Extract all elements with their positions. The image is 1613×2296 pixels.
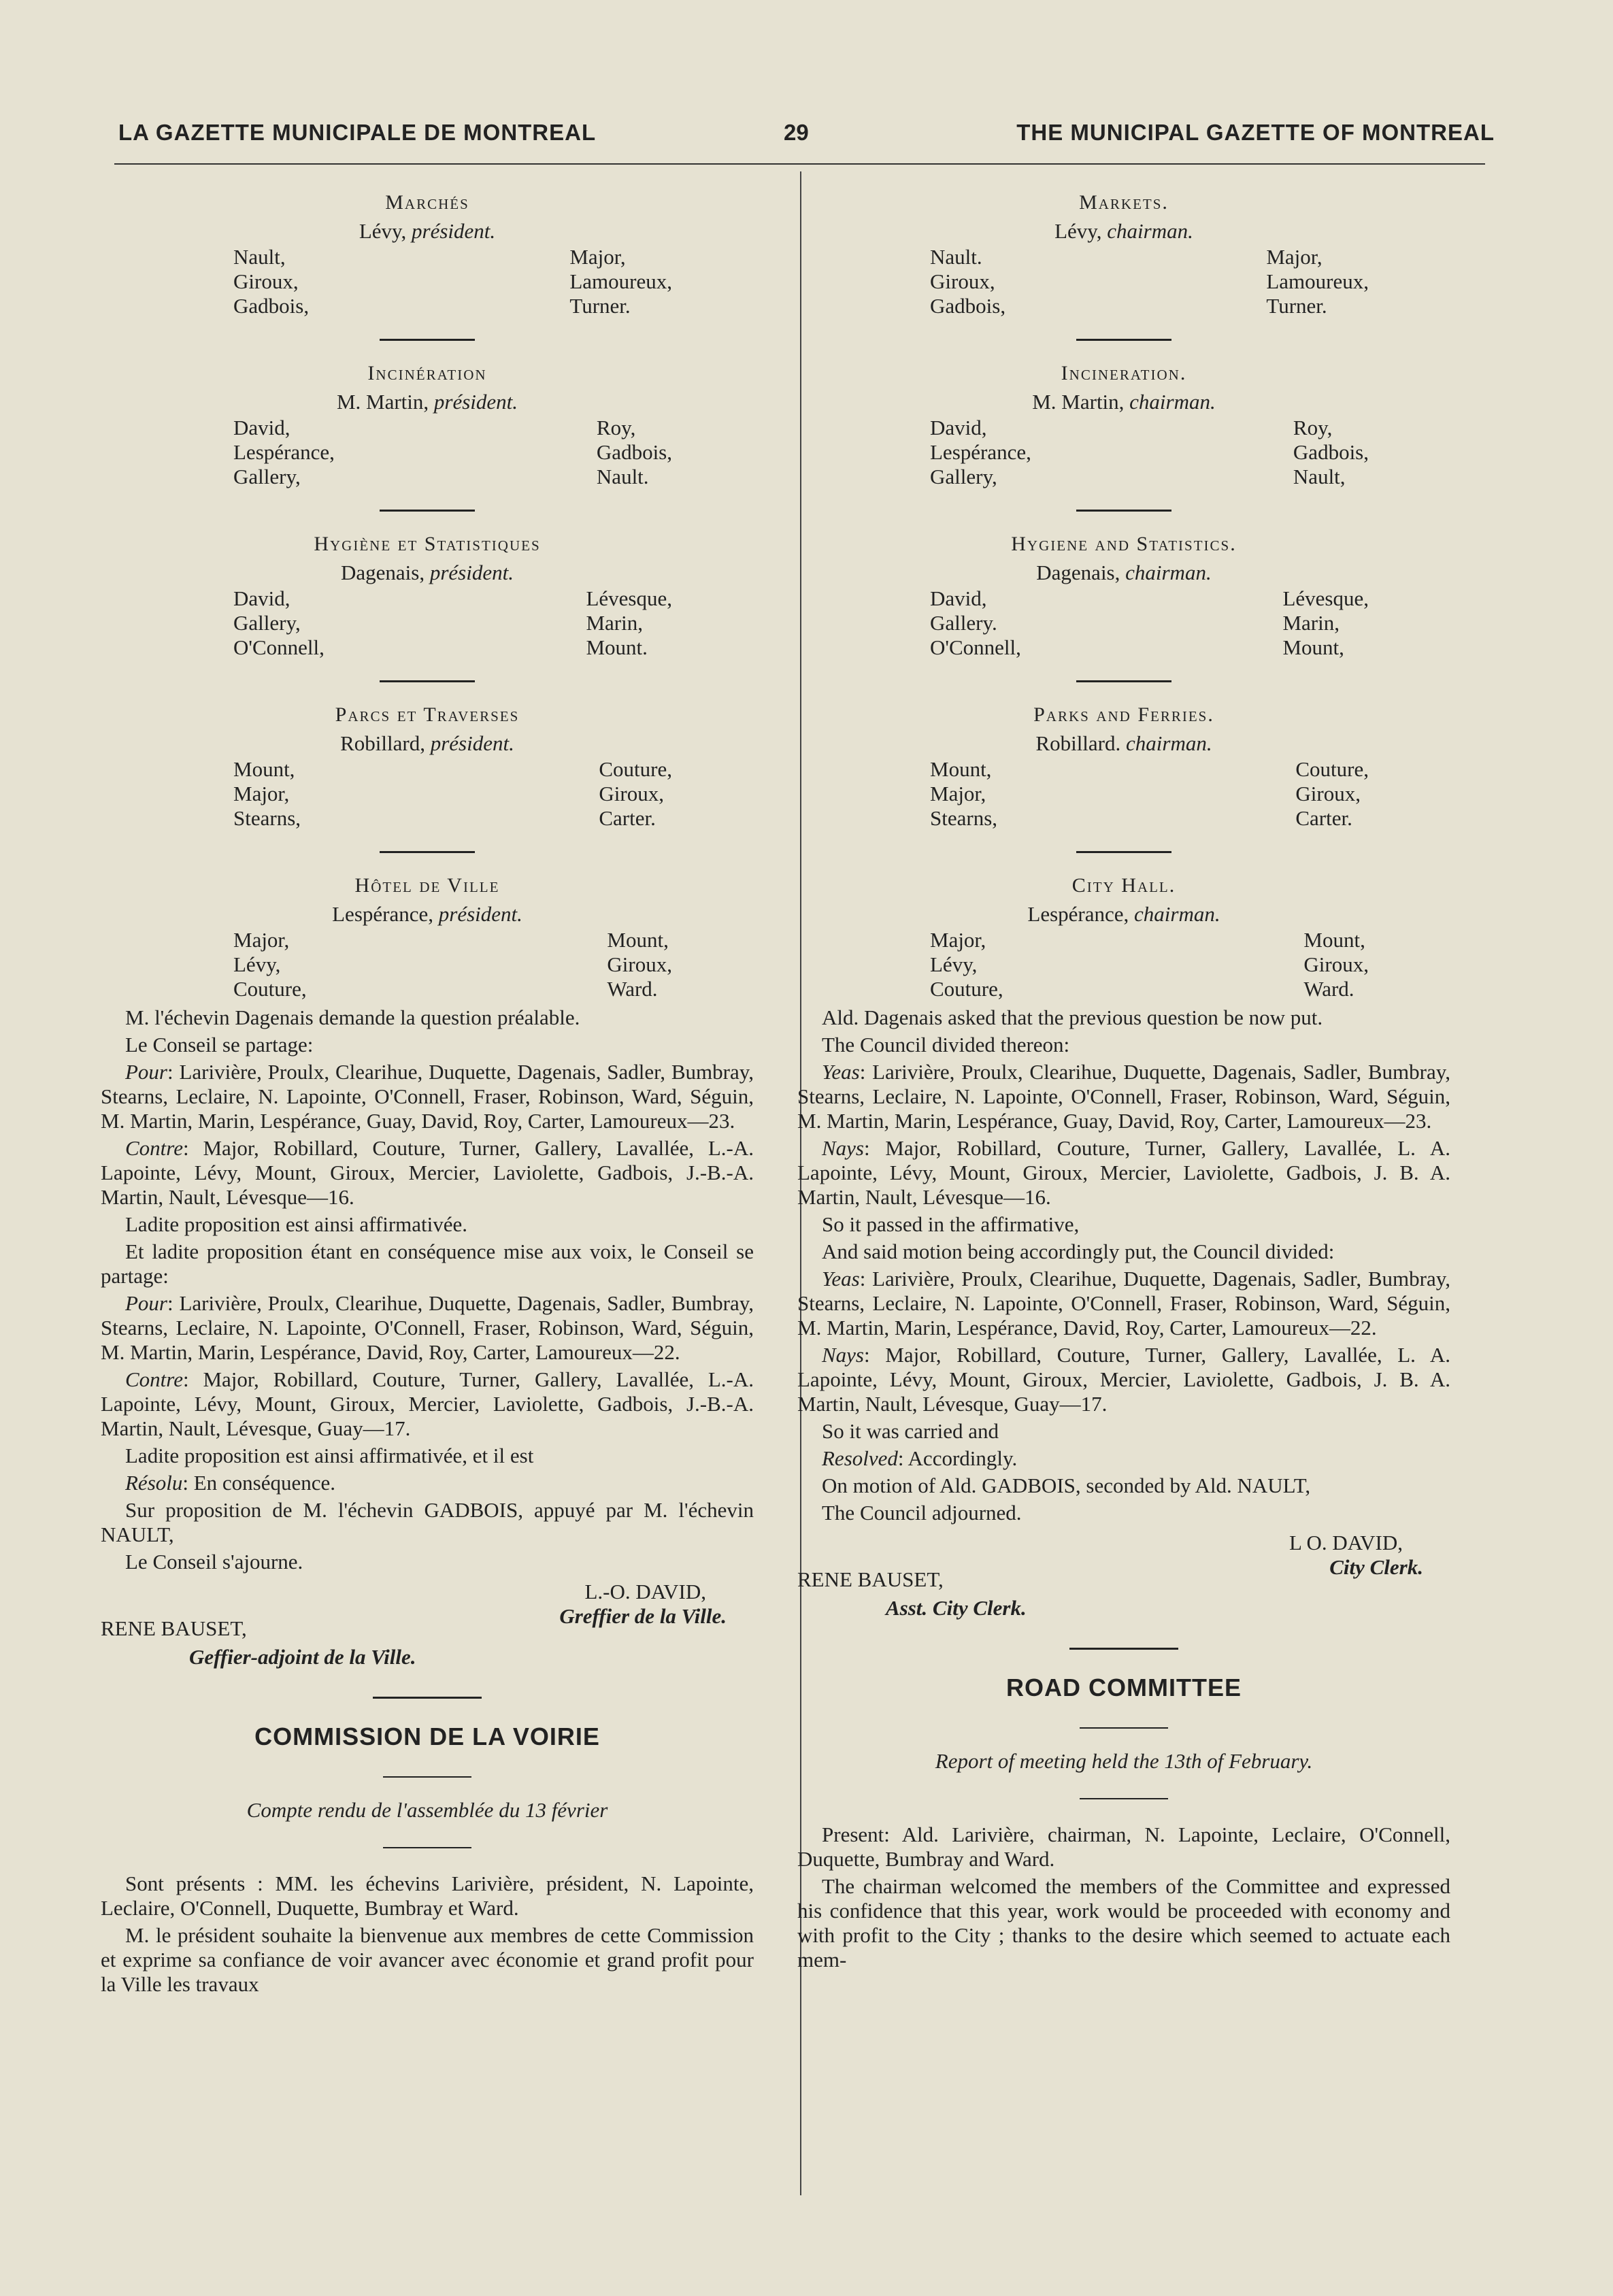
committee-section [797, 703, 1450, 831]
vote-paragraph [797, 1136, 1450, 1210]
page-number: 29 [784, 120, 809, 145]
committee-section [797, 361, 1450, 489]
chair-role: chairman. [1107, 219, 1193, 243]
chair-name: Lévy, [1054, 219, 1102, 243]
committee-section [101, 361, 754, 489]
member: Turner. [569, 294, 631, 318]
french-column [101, 184, 754, 1999]
section-divider [1076, 510, 1171, 512]
member: Giroux, [233, 269, 299, 293]
vote-list: : Major, Robillard, Couture, Turner, Gallery, Lavallée, L.-A. Lapointe, Lévy, Mount, Giroux, Mercier, Laviolette, Gadbois, J.-B.-A. Martin, Nault, Lévesque, Guay—17. [101, 1367, 754, 1440]
vote-paragraph [101, 1136, 754, 1210]
member: Major, [1266, 245, 1323, 269]
member: David, [233, 586, 290, 610]
vote-label: Contre [125, 1367, 183, 1391]
section-divider [380, 339, 475, 341]
member: David, [930, 416, 987, 439]
committee-sections [797, 190, 1450, 1001]
member: Lévy, [930, 952, 978, 976]
resolution-label: Résolu [125, 1471, 183, 1495]
member: Giroux, [1303, 952, 1369, 976]
section-divider [380, 510, 475, 512]
committee-section [797, 532, 1450, 660]
section-divider [380, 680, 475, 682]
member: O'Connell, [233, 635, 325, 659]
committee-title: Hôtel de Ville [354, 874, 500, 897]
section-heading: COMMISSION DE LA VOIRIE [254, 1723, 600, 1750]
member: Lamoureux, [569, 269, 672, 293]
vote-list: : Larivière, Proulx, Clearihue, Duquette, Dagenais, Sadler, Bumbray, Stearns, Leclaire, N. Lapointe, O'Connell, Fraser, Robinson, Ward, Séguin, M. Martin, Marin, Lespérance, David, Roy, Carter, Lamoureux—22. [797, 1267, 1450, 1340]
paragraph: Ladite proposition est ainsi affirmativée, et il est [125, 1444, 534, 1467]
section-divider [1080, 1727, 1168, 1729]
member: David, [233, 416, 290, 439]
section-divider [1076, 851, 1171, 853]
resolution-text: : Accordingly. [897, 1446, 1018, 1470]
committee-chair [101, 561, 754, 585]
vote-paragraph [101, 1367, 754, 1441]
committee-title: Incinération [367, 362, 487, 384]
committee-sections [101, 190, 754, 1001]
committee-members [797, 586, 1450, 660]
committee-chair [797, 902, 1450, 927]
paragraph: Et ladite proposition étant en conséquence mise aux voix, le Conseil se partage: [101, 1239, 754, 1288]
committee-members [101, 416, 754, 489]
vote-label: Contre [125, 1136, 183, 1160]
committee-title: City Hall. [1071, 874, 1176, 897]
member: Giroux, [930, 269, 995, 293]
chair-name: M. Martin, [1032, 390, 1125, 414]
vote-label: Nays [822, 1136, 864, 1160]
section-divider [1069, 1648, 1178, 1650]
resolution-label: Resolved [822, 1446, 898, 1470]
paragraph: M. l'échevin Dagenais demande la question préalable. [125, 1005, 580, 1029]
signature-title: Greffier de la Ville. [559, 1604, 727, 1628]
committee-title: Parks and Ferries. [1033, 703, 1214, 726]
member: Lévy, [233, 952, 281, 976]
committee-title: Hygiene and Statistics. [1011, 533, 1237, 555]
paragraph: So it passed in the affirmative, [822, 1212, 1080, 1236]
vote-list: : Major, Robillard, Couture, Turner, Gallery, Lavallée, L. A. Lapointe, Lévy, Mount, Giroux, Mercier, Laviolette, Gadbois, J. B. A. Martin, Nault, Lévesque—16. [797, 1136, 1450, 1209]
report-subtitle: Compte rendu de l'assemblée du 13 février [246, 1798, 608, 1822]
minutes-body [101, 1005, 754, 1574]
chair-role: président. [433, 390, 518, 414]
member: Lévesque, [586, 586, 672, 610]
member: Mount, [607, 928, 669, 952]
member: Roy, [596, 416, 636, 439]
vote-label: Pour [125, 1060, 167, 1084]
member: Major, [930, 782, 986, 805]
member: Lamoureux, [1266, 269, 1369, 293]
chair-role: chairman. [1129, 390, 1216, 414]
resolution-paragraph [101, 1471, 754, 1495]
resolution-paragraph [797, 1446, 1450, 1471]
member: Lévesque, [1282, 586, 1369, 610]
committee-section [101, 532, 754, 660]
vote-paragraph [101, 1291, 754, 1365]
member: Stearns, [930, 806, 998, 830]
chair-name: Dagenais, [341, 561, 425, 584]
member: Couture, [1295, 757, 1369, 781]
paragraph: M. le président souhaite la bienvenue aux membres de cette Commission et exprime sa confiance de voir avancer avec économie et grand profit pour la Ville les travaux [101, 1923, 754, 1996]
paragraph: The Council divided thereon: [822, 1033, 1070, 1057]
member: Gadbois, [930, 294, 1006, 318]
section-divider [380, 851, 475, 853]
committee-section [101, 703, 754, 831]
member: Marin, [1282, 611, 1340, 635]
section-divider [1076, 339, 1171, 341]
chair-name: Robillard. [1035, 731, 1121, 755]
member: Gadbois, [596, 440, 672, 464]
member: O'Connell, [930, 635, 1021, 659]
committee-chair [101, 390, 754, 414]
member: Giroux, [1295, 782, 1361, 805]
header-english-title: THE MUNICIPAL GAZETTE OF MONTREAL [1016, 120, 1495, 145]
chair-role: président. [412, 219, 496, 243]
member: Mount, [233, 757, 295, 781]
committee-members [797, 245, 1450, 318]
member: Major, [233, 928, 290, 952]
paragraph: The Council adjourned. [822, 1501, 1022, 1525]
member: Mount, [930, 757, 992, 781]
paragraph: And said motion being accordingly put, the Council divided: [822, 1239, 1335, 1263]
committee-chair [797, 390, 1450, 414]
vote-list: : Major, Robillard, Couture, Turner, Gallery, Lavallée, L. A. Lapointe, Lévy, Mount, Giroux, Mercier, Laviolette, Gadbois, J. B. A. Martin, Nault, Lévesque, Guay—17. [797, 1343, 1450, 1416]
chair-role: président. [438, 902, 522, 926]
member: Couture, [599, 757, 672, 781]
paragraph: Ald. Dagenais asked that the previous question be now put. [822, 1005, 1323, 1029]
member: Gadbois, [233, 294, 310, 318]
committee-chair [101, 902, 754, 927]
section-divider [383, 1776, 471, 1778]
chair-name: Lévy, [359, 219, 407, 243]
paragraph: Le Conseil s'ajourne. [125, 1550, 303, 1574]
chair-role: président. [429, 561, 514, 584]
committee-members [797, 416, 1450, 489]
member: Major, [233, 782, 290, 805]
member: Nault, [1293, 465, 1346, 488]
member: Gallery, [233, 611, 301, 635]
page-header [116, 120, 1497, 161]
committee-title: Incineration. [1061, 362, 1187, 384]
member: Giroux, [607, 952, 672, 976]
member: Mount. [586, 635, 648, 659]
committee-members [797, 928, 1450, 1001]
header-rule [114, 163, 1485, 165]
member: Ward. [607, 977, 658, 1001]
signature-title: Asst. City Clerk. [886, 1596, 1027, 1620]
member: Roy, [1293, 416, 1333, 439]
vote-list: : Larivière, Proulx, Clearihue, Duquette, Dagenais, Sadler, Bumbray, Stearns, Leclaire, N. Lapointe, O'Connell, Fraser, Robinson, Ward, Séguin, M. Martin, Marin, Lespérance, David, Roy, Carter, Lamoureux—22. [101, 1291, 754, 1364]
committee-section [101, 190, 754, 318]
member: Lespérance, [930, 440, 1031, 464]
vote-label: Yeas [822, 1060, 860, 1084]
member: Major, [569, 245, 626, 269]
member: Nault. [596, 465, 649, 488]
chair-name: Lespérance, [332, 902, 433, 926]
committee-title: Markets. [1079, 191, 1169, 214]
committee-section [797, 190, 1450, 318]
chair-name: Lespérance, [1027, 902, 1129, 926]
resolution-text: : En conséquence. [182, 1471, 336, 1495]
minutes-body [797, 1005, 1450, 1525]
member: Stearns, [233, 806, 301, 830]
member: Ward. [1303, 977, 1354, 1001]
committee-members [797, 757, 1450, 831]
vote-paragraph [797, 1060, 1450, 1133]
chair-role: chairman. [1134, 902, 1220, 926]
vote-paragraph [797, 1267, 1450, 1340]
section-heading: ROAD COMMITTEE [1006, 1674, 1242, 1701]
vote-label: Nays [822, 1343, 864, 1367]
committee-chair [101, 219, 754, 244]
header-french-title: LA GAZETTE MUNICIPALE DE MONTREAL [118, 120, 597, 145]
committee-members [101, 757, 754, 831]
section-divider [1076, 680, 1171, 682]
paragraph: The chairman welcomed the members of the Committee and expressed his confidence that this year, work would be proceeded with economy and with profit to the City ; thanks to the desire which seemed to actuate each mem- [797, 1874, 1450, 1971]
signature-title: City Clerk. [1329, 1555, 1423, 1579]
member: Lespérance, [233, 440, 335, 464]
committee-chair [101, 731, 754, 756]
member: Marin, [586, 611, 643, 635]
section-divider [1080, 1798, 1168, 1799]
paragraph: Sont présents : MM. les échevins Larivière, président, N. Lapointe, Leclaire, O'Connell, Duquette, Bumbray et Ward. [101, 1871, 754, 1920]
committee-chair [797, 219, 1450, 244]
chair-role: chairman. [1126, 731, 1212, 755]
paragraph: So it was carried and [822, 1419, 999, 1443]
signature-name: RENE BAUSET, [101, 1616, 247, 1640]
member: Couture, [233, 977, 307, 1001]
paragraph: Le Conseil se partage: [125, 1033, 314, 1057]
committee-title: Marchés [385, 191, 469, 214]
committee-members [101, 586, 754, 660]
vote-list: : Larivière, Proulx, Clearihue, Duquette, Dagenais, Sadler, Bumbray, Stearns, Leclaire, N. Lapointe, O'Connell, Fraser, Robinson, Ward, Séguin, M. Martin, Marin, Lespérance, Guay, David, Roy, Carter, Lamoureux—23. [797, 1060, 1450, 1133]
member: Nault, [233, 245, 286, 269]
vote-label: Yeas [822, 1267, 860, 1291]
vote-list: : Major, Robillard, Couture, Turner, Gallery, Lavallée, L.-A. Lapointe, Lévy, Mount, Giroux, Mercier, Laviolette, Gadbois, J.-B.-A. Martin, Nault, Lévesque—16. [101, 1136, 754, 1209]
chair-name: Dagenais, [1036, 561, 1120, 584]
member: Nault. [930, 245, 982, 269]
committee-title: Hygiène et Statistiques [314, 533, 541, 555]
member: Carter. [599, 806, 656, 830]
member: Carter. [1295, 806, 1352, 830]
signature-name: RENE BAUSET, [797, 1567, 944, 1591]
chair-name: M. Martin, [336, 390, 429, 414]
paragraph: Ladite proposition est ainsi affirmativée. [125, 1212, 468, 1236]
section-divider [373, 1697, 482, 1699]
committee-members [101, 245, 754, 318]
report-subtitle: Report of meeting held the 13th of February. [935, 1749, 1313, 1773]
member: Giroux, [599, 782, 664, 805]
member: Gadbois, [1293, 440, 1369, 464]
member: Turner. [1266, 294, 1327, 318]
chair-role: président. [430, 731, 514, 755]
vote-list: : Larivière, Proulx, Clearihue, Duquette, Dagenais, Sadler, Bumbray, Stearns, Leclaire, N. Lapointe, O'Connell, Fraser, Robinson, Ward, Séguin, M. Martin, Marin, Lespérance, Guay, David, Roy, Carter, Lamoureux—23. [101, 1060, 754, 1133]
vote-paragraph [797, 1343, 1450, 1416]
member: Gallery, [233, 465, 301, 488]
signature-name: L O. DAVID, [1288, 1531, 1403, 1554]
committee-section [101, 874, 754, 1001]
section-divider [383, 1847, 471, 1848]
member: Gallery. [930, 611, 997, 635]
member: Mount, [1282, 635, 1344, 659]
chair-name: Robillard, [340, 731, 425, 755]
committee-section [797, 874, 1450, 1001]
paragraph: Sur proposition de M. l'échevin GADBOIS, appuyé par M. l'échevin NAULT, [101, 1498, 754, 1546]
chair-role: chairman. [1125, 561, 1212, 584]
committee-title: Parcs et Traverses [335, 703, 520, 726]
english-column [797, 184, 1450, 1975]
member: David, [930, 586, 987, 610]
signature-name: L.-O. DAVID, [584, 1580, 706, 1603]
committee-members [101, 928, 754, 1001]
committee-chair [797, 561, 1450, 585]
committee-chair [797, 731, 1450, 756]
paragraph: Present: Ald. Larivière, chairman, N. Lapointe, Leclaire, O'Connell, Duquette, Bumbray and Ward. [797, 1823, 1450, 1871]
member: Couture, [930, 977, 1003, 1001]
paragraph: On motion of Ald. GADBOIS, seconded by Ald. NAULT, [822, 1474, 1311, 1497]
member: Gallery, [930, 465, 997, 488]
member: Mount, [1303, 928, 1365, 952]
vote-paragraph [101, 1060, 754, 1133]
vote-label: Pour [125, 1291, 167, 1315]
signature-title: Geffier-adjoint de la Ville. [189, 1645, 416, 1669]
member: Major, [930, 928, 986, 952]
